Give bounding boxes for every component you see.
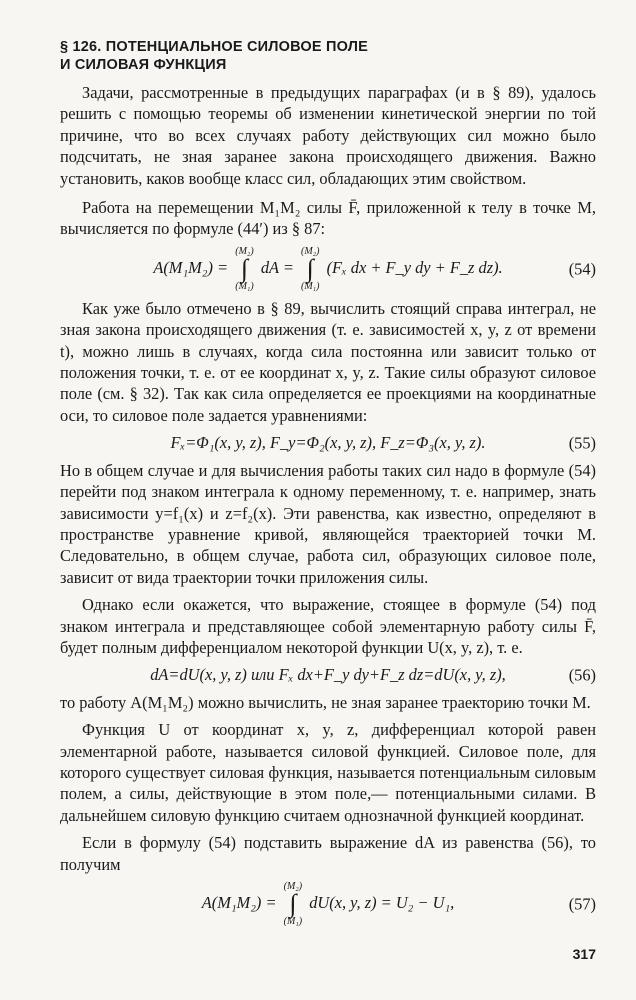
- integral-upper: (M₂): [235, 245, 254, 257]
- paragraph-3: Как уже было отмечено в § 89, вычислить стоящий справа интеграл, не зная закона происходящего движения (т. е. зависимостей x, y, z от времени t), можно лишь в случаях, когда сила постоянна или зависит только от положения точки, т. е. от ее координат x, y, z. Такие силы образуют силовое поле (см. § 32). Так как сила определяется ее проекциями на координатные оси, то силовое поле задается уравнениями:: [60, 298, 596, 425]
- page-body: [60, 38, 596, 933]
- section-heading: [60, 38, 596, 74]
- formula-57-lhs: A(M₁M₂) =: [201, 892, 277, 912]
- page-number: 317: [572, 946, 596, 962]
- integral-symbol: ∫: [289, 889, 297, 918]
- equation-number: (55): [568, 433, 596, 453]
- integral-sign: [301, 246, 319, 292]
- paragraph-2: Работа на перемещении M₁M₂ силы F̄, приложенной к телу в точке M, вычисляется по формуле (44′) из § 87:: [60, 198, 596, 239]
- formula-57-rhs: dU(x, y, z) = U₂ − U₁,: [309, 892, 455, 912]
- integral-upper: (M₂): [301, 245, 320, 257]
- paragraph-6: то работу A(M₁M₂) можно вычислить, не зная заранее траекторию точки M.: [60, 692, 591, 712]
- formula-55-text: Fₓ=Φ₁(x, y, z), F_y=Φ₂(x, y, z), F_z=Φ₃(x, y, z).: [170, 433, 486, 453]
- formula-54-lhs: A(M₁M₂) =: [153, 257, 229, 277]
- integral-symbol: ∫: [306, 253, 314, 283]
- formula-55: [60, 432, 596, 453]
- heading-line-2: И СИЛОВАЯ ФУНКЦИЯ: [60, 57, 227, 73]
- formula-57: [60, 881, 596, 927]
- integral-lower: (M₁): [235, 280, 254, 292]
- formula-54-rhs: (Fₓ dx + F_y dy + F_z dz).: [326, 257, 503, 277]
- formula-56-text: dA=dU(x, y, z) или Fₓ dx+F_y dy+F_z dz=dU(x, y, z),: [150, 665, 506, 685]
- paragraph-7: Функция U от координат x, y, z, дифференциал которой равен элементарной работе, называется силовой функцией. Силовое поле, для которого существует силовая функция, называется потенциальным силовым полем, а силы, действующие в этом поле,— потенциальными силами. В дальнейшем силовую функцию считаем однозначной функцией координат.: [60, 720, 596, 825]
- paragraph-1: Задачи, рассмотренные в предыдущих параграфах (и в § 89), удалось решить с помощью теоремы об изменении кинетической энергии по той причине, что во всех случаях работу действующих сил можно было подсчитать, не зная заранее закона происходящего движения. Важно установить, каков вообще класс сил, обладающих этим свойством.: [60, 83, 596, 188]
- formula-56: [60, 664, 596, 685]
- paragraph-5: Однако если окажется, что выражение, стоящее в формуле (54) под знаком интеграла и представляющее собой элементарную работу силы F̄, будет полным дифференциалом некоторой функции U(x, y, z), т. е.: [60, 595, 596, 657]
- equation-number: (54): [568, 259, 596, 279]
- paragraph-8: Если в формулу (54) подставить выражение dA из равенства (56), то получим: [60, 833, 596, 874]
- integral-sign: [235, 246, 253, 292]
- integral-lower: (M₁): [283, 916, 303, 927]
- equation-number: (56): [568, 665, 596, 685]
- integral-sign: [284, 881, 302, 927]
- formula-54-mid: dA =: [260, 257, 294, 277]
- paragraph-4: Но в общем случае и для вычисления работы таких сил надо в формуле (54) перейти под знаком интеграла к одному переменному, т. е. например, знать зависимости y=f₁(x) и z=f₂(x). Эти равенства, как известно, определяют в пространстве уравнение кривой, являющейся траекторией точки M. Следовательно, в общем случае, работа сил, образующих силовое поле, зависит от вида траектории точки приложения силы.: [60, 460, 596, 587]
- integral-lower: (M₁): [301, 280, 320, 292]
- integral-upper: (M₂): [283, 881, 303, 892]
- equation-number: (57): [568, 894, 596, 914]
- heading-line-1: § 126. ПОТЕНЦИАЛЬНОЕ СИЛОВОЕ ПОЛЕ: [60, 39, 368, 55]
- formula-54: [60, 246, 596, 292]
- integral-symbol: ∫: [240, 253, 249, 283]
